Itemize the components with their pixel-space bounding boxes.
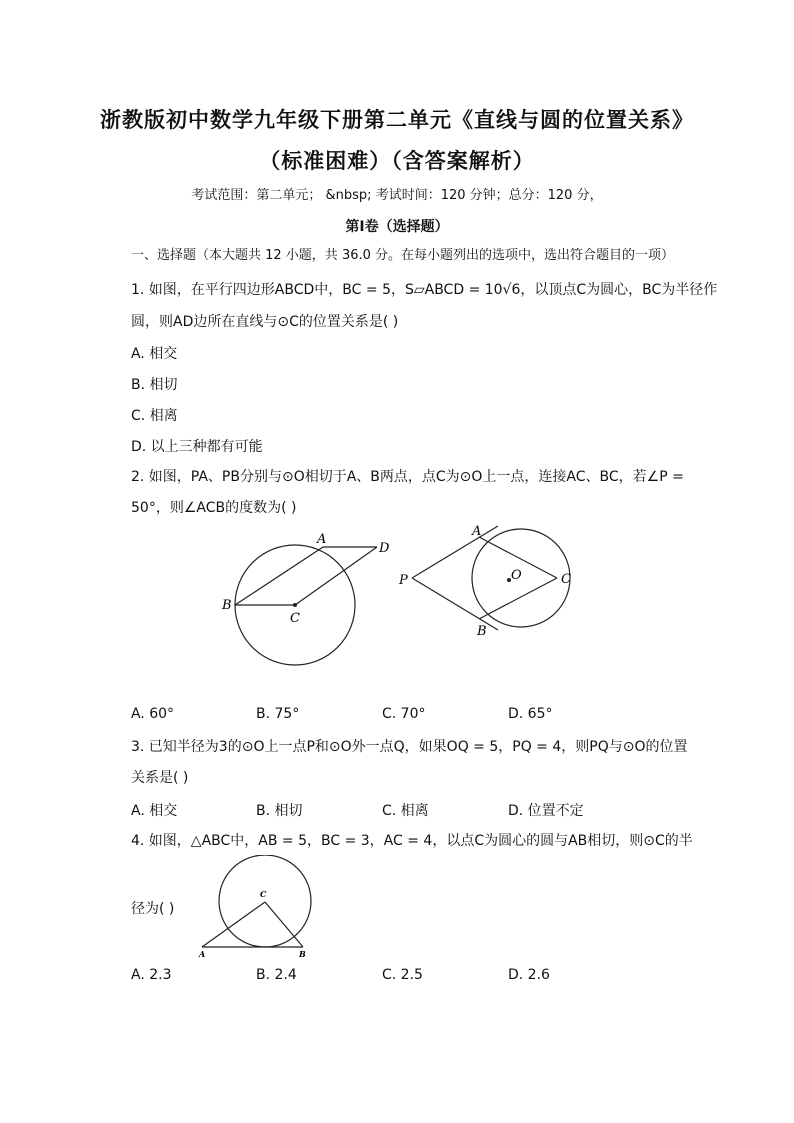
label-c: C xyxy=(561,572,571,587)
option-c[interactable]: C. 相离 xyxy=(382,803,429,819)
label-a: A xyxy=(472,524,482,539)
option-c[interactable]: C. 2.5 xyxy=(382,967,423,983)
option-a[interactable]: A. 相交 xyxy=(131,803,178,819)
option-d[interactable]: D. 65° xyxy=(508,706,553,722)
question-text-line1: 2. 如图，PA、PB分别与⊙O相切于A、B两点，点C为⊙O上一点，连接AC、BC，若∠P = xyxy=(131,469,684,485)
option-d[interactable]: D. 以上三种都有可能 xyxy=(131,439,263,455)
question-text-line1: 1. 如图，在平行四边形ABCD中，BC = 5，S▱ABCD = 10√6，以顶点C为圆心，BC为半径作 xyxy=(131,282,718,298)
option-a[interactable]: A. 60° xyxy=(131,706,175,722)
document-title-line1: 浙教版初中数学九年级下册第二单元《直线与圆的位置关系》 xyxy=(100,107,694,132)
option-b[interactable]: B. 相切 xyxy=(131,377,178,393)
option-a[interactable]: A. 相交 xyxy=(131,346,178,362)
option-c[interactable]: C. 70° xyxy=(382,706,426,722)
option-b[interactable]: B. 75° xyxy=(256,706,300,722)
label-a: A xyxy=(199,949,206,959)
question-text-line2: 圆，则AD边所在直线与⊙C的位置关系是( ) xyxy=(131,314,399,330)
label-a: A xyxy=(317,532,327,547)
label-c: C xyxy=(290,611,300,626)
option-a[interactable]: A. 2.3 xyxy=(131,967,172,983)
figure-triangle-circle xyxy=(195,855,320,960)
label-b: B xyxy=(299,949,306,959)
option-c[interactable]: C. 相离 xyxy=(131,408,178,424)
option-d[interactable]: D. 位置不定 xyxy=(508,803,584,819)
option-b[interactable]: B. 相切 xyxy=(256,803,303,819)
question-text-line2: 关系是( ) xyxy=(131,770,189,786)
label-c: C xyxy=(260,889,267,899)
volume-title: 第Ⅰ卷（选择题） xyxy=(345,219,449,235)
question-text-line1: 4. 如图，△ABC中，AB = 5，BC = 3，AC = 4，以点C为圆心的圆与AB相切，则⊙C的半 xyxy=(131,833,693,849)
figure-tangent-circle xyxy=(395,522,580,644)
option-b[interactable]: B. 2.4 xyxy=(256,967,297,983)
label-b: B xyxy=(222,598,232,613)
label-p: P xyxy=(399,573,408,588)
document-title-line2: （标准困难）（含答案解析） xyxy=(259,148,535,173)
label-d: D xyxy=(379,541,390,556)
figure-parallelogram-circle xyxy=(215,530,395,670)
exam-info: 考试范围：第二单元； &nbsp; 考试时间：120 分钟；总分：120 分， xyxy=(191,188,603,203)
section-heading: 一、选择题（本大题共 12 小题，共 36.0 分。在每小题列出的选项中，选出符合题目的一项） xyxy=(131,248,675,263)
question-text-line2: 50°，则∠ACB的度数为( ) xyxy=(131,500,297,516)
label-o: O xyxy=(511,568,522,583)
question-text-line2: 径为( ) xyxy=(131,901,175,917)
option-d[interactable]: D. 2.6 xyxy=(508,967,550,983)
question-text-line1: 3. 已知半径为3的⊙O上一点P和⊙O外一点Q，如果OQ = 5，PQ = 4，则PQ与⊙O的位置 xyxy=(131,739,688,755)
label-b: B xyxy=(477,624,487,639)
